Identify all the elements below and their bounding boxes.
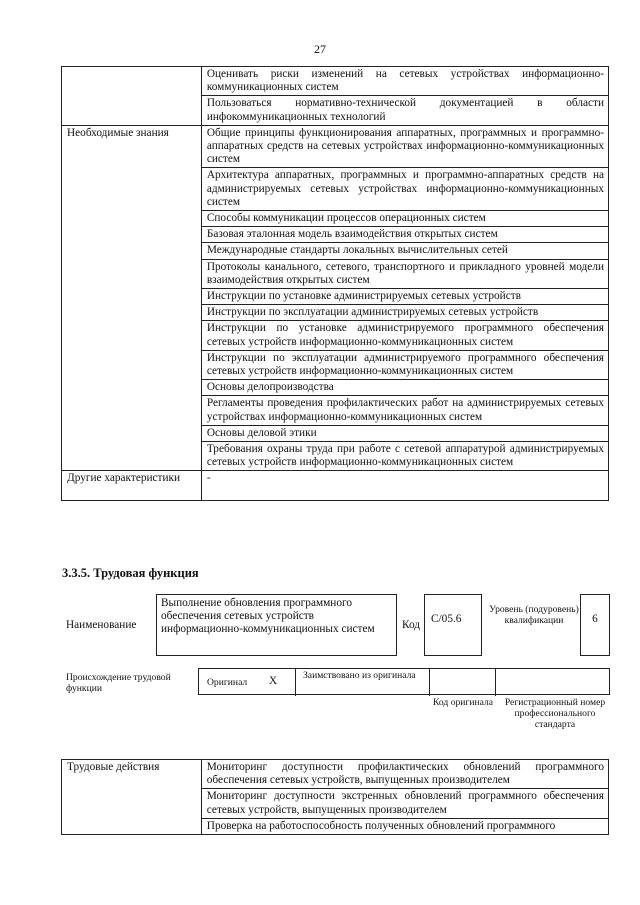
table-cell: Протоколы канального, сетевого, транспортного и прикладного уровней модели взаимодействия открытых систем: [201, 259, 608, 288]
table-cell: Мониторинг доступности экстренных обновлений программного обеспечения сетевых устройств, выпущенных производителем: [201, 789, 608, 818]
labor-actions-table: [61, 759, 609, 835]
table-row: [62, 125, 609, 168]
code-value: C/05.6: [431, 613, 462, 625]
page-number: 27: [314, 42, 326, 56]
table-cell: Пользоваться нормативно-технической документацией в области инфокоммуникационных технологий: [201, 96, 608, 125]
row-label: [62, 67, 202, 126]
table-cell: Основы деловой этики: [201, 425, 608, 441]
table-cell: -: [201, 471, 608, 501]
code-value-box: [424, 594, 482, 656]
origin-table: [198, 668, 610, 695]
table-row: [62, 760, 609, 789]
skills-knowledge-table: [61, 66, 609, 501]
row-label-knowledge: Необходимые знания: [62, 125, 202, 471]
code-original-label: Код оригинала: [432, 697, 494, 708]
table-cell: Международные стандарты локальных вычислительных сетей: [201, 243, 608, 259]
table-cell: Архитектура аппаратных, программных и программно-аппаратных средств на администрируемых сетевых устройствах информационно-коммуникационных систем: [201, 168, 608, 211]
table-cell: Проверка на работоспособность полученных обновлений программного: [201, 818, 608, 834]
level-value: 6: [592, 613, 598, 625]
table-cell: Способы коммуникации процессов операционных систем: [201, 211, 608, 227]
origin-label: Происхождение трудовой функции: [66, 672, 171, 694]
borrowed-label: Заимствовано из оригинала: [303, 670, 416, 681]
row-label-actions: Трудовые действия: [62, 760, 202, 835]
table-row: [62, 471, 609, 501]
table-cell: Базовая эталонная модель взаимодействия открытых систем: [201, 227, 608, 243]
reg-number-label: Регистрационный номер профессионального стандарта: [504, 697, 606, 730]
table-cell: Оценивать риски изменений на сетевых устройствах информационно-коммуникационных систем: [201, 67, 608, 96]
table-cell: Инструкции по эксплуатации администрируемого программного обеспечения сетевых устройств информационно-коммуникационных систем: [201, 350, 608, 379]
divider: [295, 669, 296, 696]
name-value: Выполнение обновления программного обеспечения сетевых устройств информационно-коммуникационных систем: [161, 597, 375, 635]
row-label-other: Другие характеристики: [62, 471, 202, 501]
table-cell: Основы делопроизводства: [201, 380, 608, 396]
table-cell: Инструкции по установке администрируемого программного обеспечения сетевых устройств информационно-коммуникационных систем: [201, 321, 608, 350]
original-mark: X: [269, 675, 278, 687]
table-row: [62, 67, 609, 96]
table-cell: Регламенты проведения профилактических работ на администрируемых сетевых устройствах информационно-коммуникационных систем: [201, 396, 608, 425]
section-title: 3.3.5. Трудовая функция: [62, 566, 199, 580]
level-label: Уровень (подуровень) квалификации: [489, 604, 579, 626]
table-cell: Общие принципы функционирования аппаратных, программных и программно-аппаратных средств на сетевых устройствах информационно-коммуникационных систем: [201, 125, 608, 168]
code-label: Код: [402, 619, 421, 631]
level-value-box: [580, 594, 610, 656]
table-cell: Инструкции по эксплуатации администрируемых сетевых устройств: [201, 305, 608, 321]
divider: [429, 669, 430, 696]
name-label: Наименование: [66, 619, 137, 631]
table-cell: Мониторинг доступности профилактических обновлений программного обеспечения сетевых устройств, выпущенных производителем: [201, 760, 608, 789]
name-value-box: [156, 594, 397, 656]
table-cell: Требования охраны труда при работе с сетевой аппаратурой администрируемых сетевых устройств информационно-коммуникационных систем: [201, 442, 608, 471]
original-label: Оригинал: [207, 677, 248, 688]
table-cell: Инструкции по установке администрируемых сетевых устройств: [201, 289, 608, 305]
divider: [495, 669, 496, 696]
